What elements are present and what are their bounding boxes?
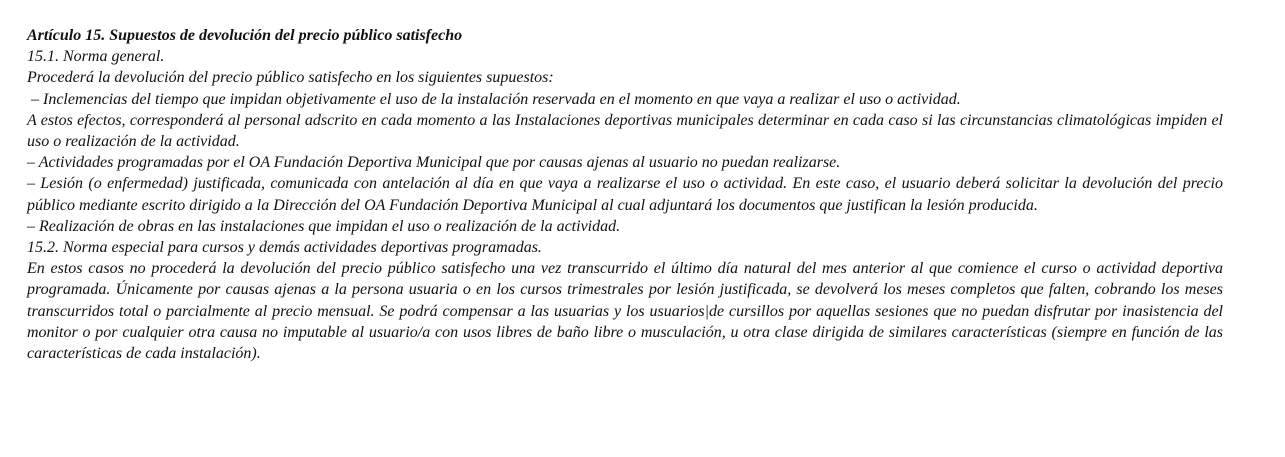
section-heading-general: 15.1. Norma general.	[27, 48, 165, 66]
document-body	[27, 25, 1223, 364]
paragraph-special-rule: En estos casos no procederá la devolución del precio público satisfecho una vez transcurrido el último día natural del mes anterior al que comience el curso o actividad deportiva programada. Únicamente por causas ajenas a la persona usuaria o en los cursos trimestrales por lesión justificada, se devolverá los meses completos que falten, cobrando los meses transcurridos total o parcialmente al precio mensual. Se podrá compensar a las usuarias y los usuarios|de cursillos por aquellas sesiones que no puedan disfrutar por inasistencia del monitor o por cualquier otra causa no imputable al usuario/a con usos libres de baño libre o musculación, u otra clase dirigida de similares características (siempre en función de las características de cada instalación).	[27, 260, 1223, 363]
paragraph-intro: Procederá la devolución del precio público satisfecho en los siguientes supuestos:	[27, 69, 554, 87]
section-heading-special: 15.2. Norma especial para cursos y demás actividades deportivas programadas.	[27, 239, 542, 257]
list-item-weather: – Inclemencias del tiempo que impidan objetivamente el uso de la instalación reservada en el momento en que vaya a realizar el uso o actividad.	[27, 90, 961, 108]
list-item-injury: – Lesión (o enfermedad) justificada, comunicada con antelación al día en que vaya a realizarse el uso o actividad. En este caso, el usuario deberá solicitar la devolución del precio público mediante escrito dirigido a la Dirección del OA Fundación Deportiva Municipal al cual adjuntará los documentos que justifican la lesión producida.	[27, 175, 1223, 214]
article-title: Artículo 15. Supuestos de devolución del precio público satisfecho	[27, 27, 463, 44]
paragraph-weather-note: A estos efectos, corresponderá al personal adscrito en cada momento a las Instalaciones deportivas municipales determinar en cada caso si las circunstancias climatológicas impiden el uso o realización de la actividad.	[27, 111, 1223, 151]
list-item-activities: – Actividades programadas por el OA Fundación Deportiva Municipal que por causas ajenas al usuario no puedan realizarse.	[27, 154, 841, 172]
list-item-works: – Realización de obras en las instalaciones que impidan el uso o realización de la actividad.	[27, 217, 621, 235]
